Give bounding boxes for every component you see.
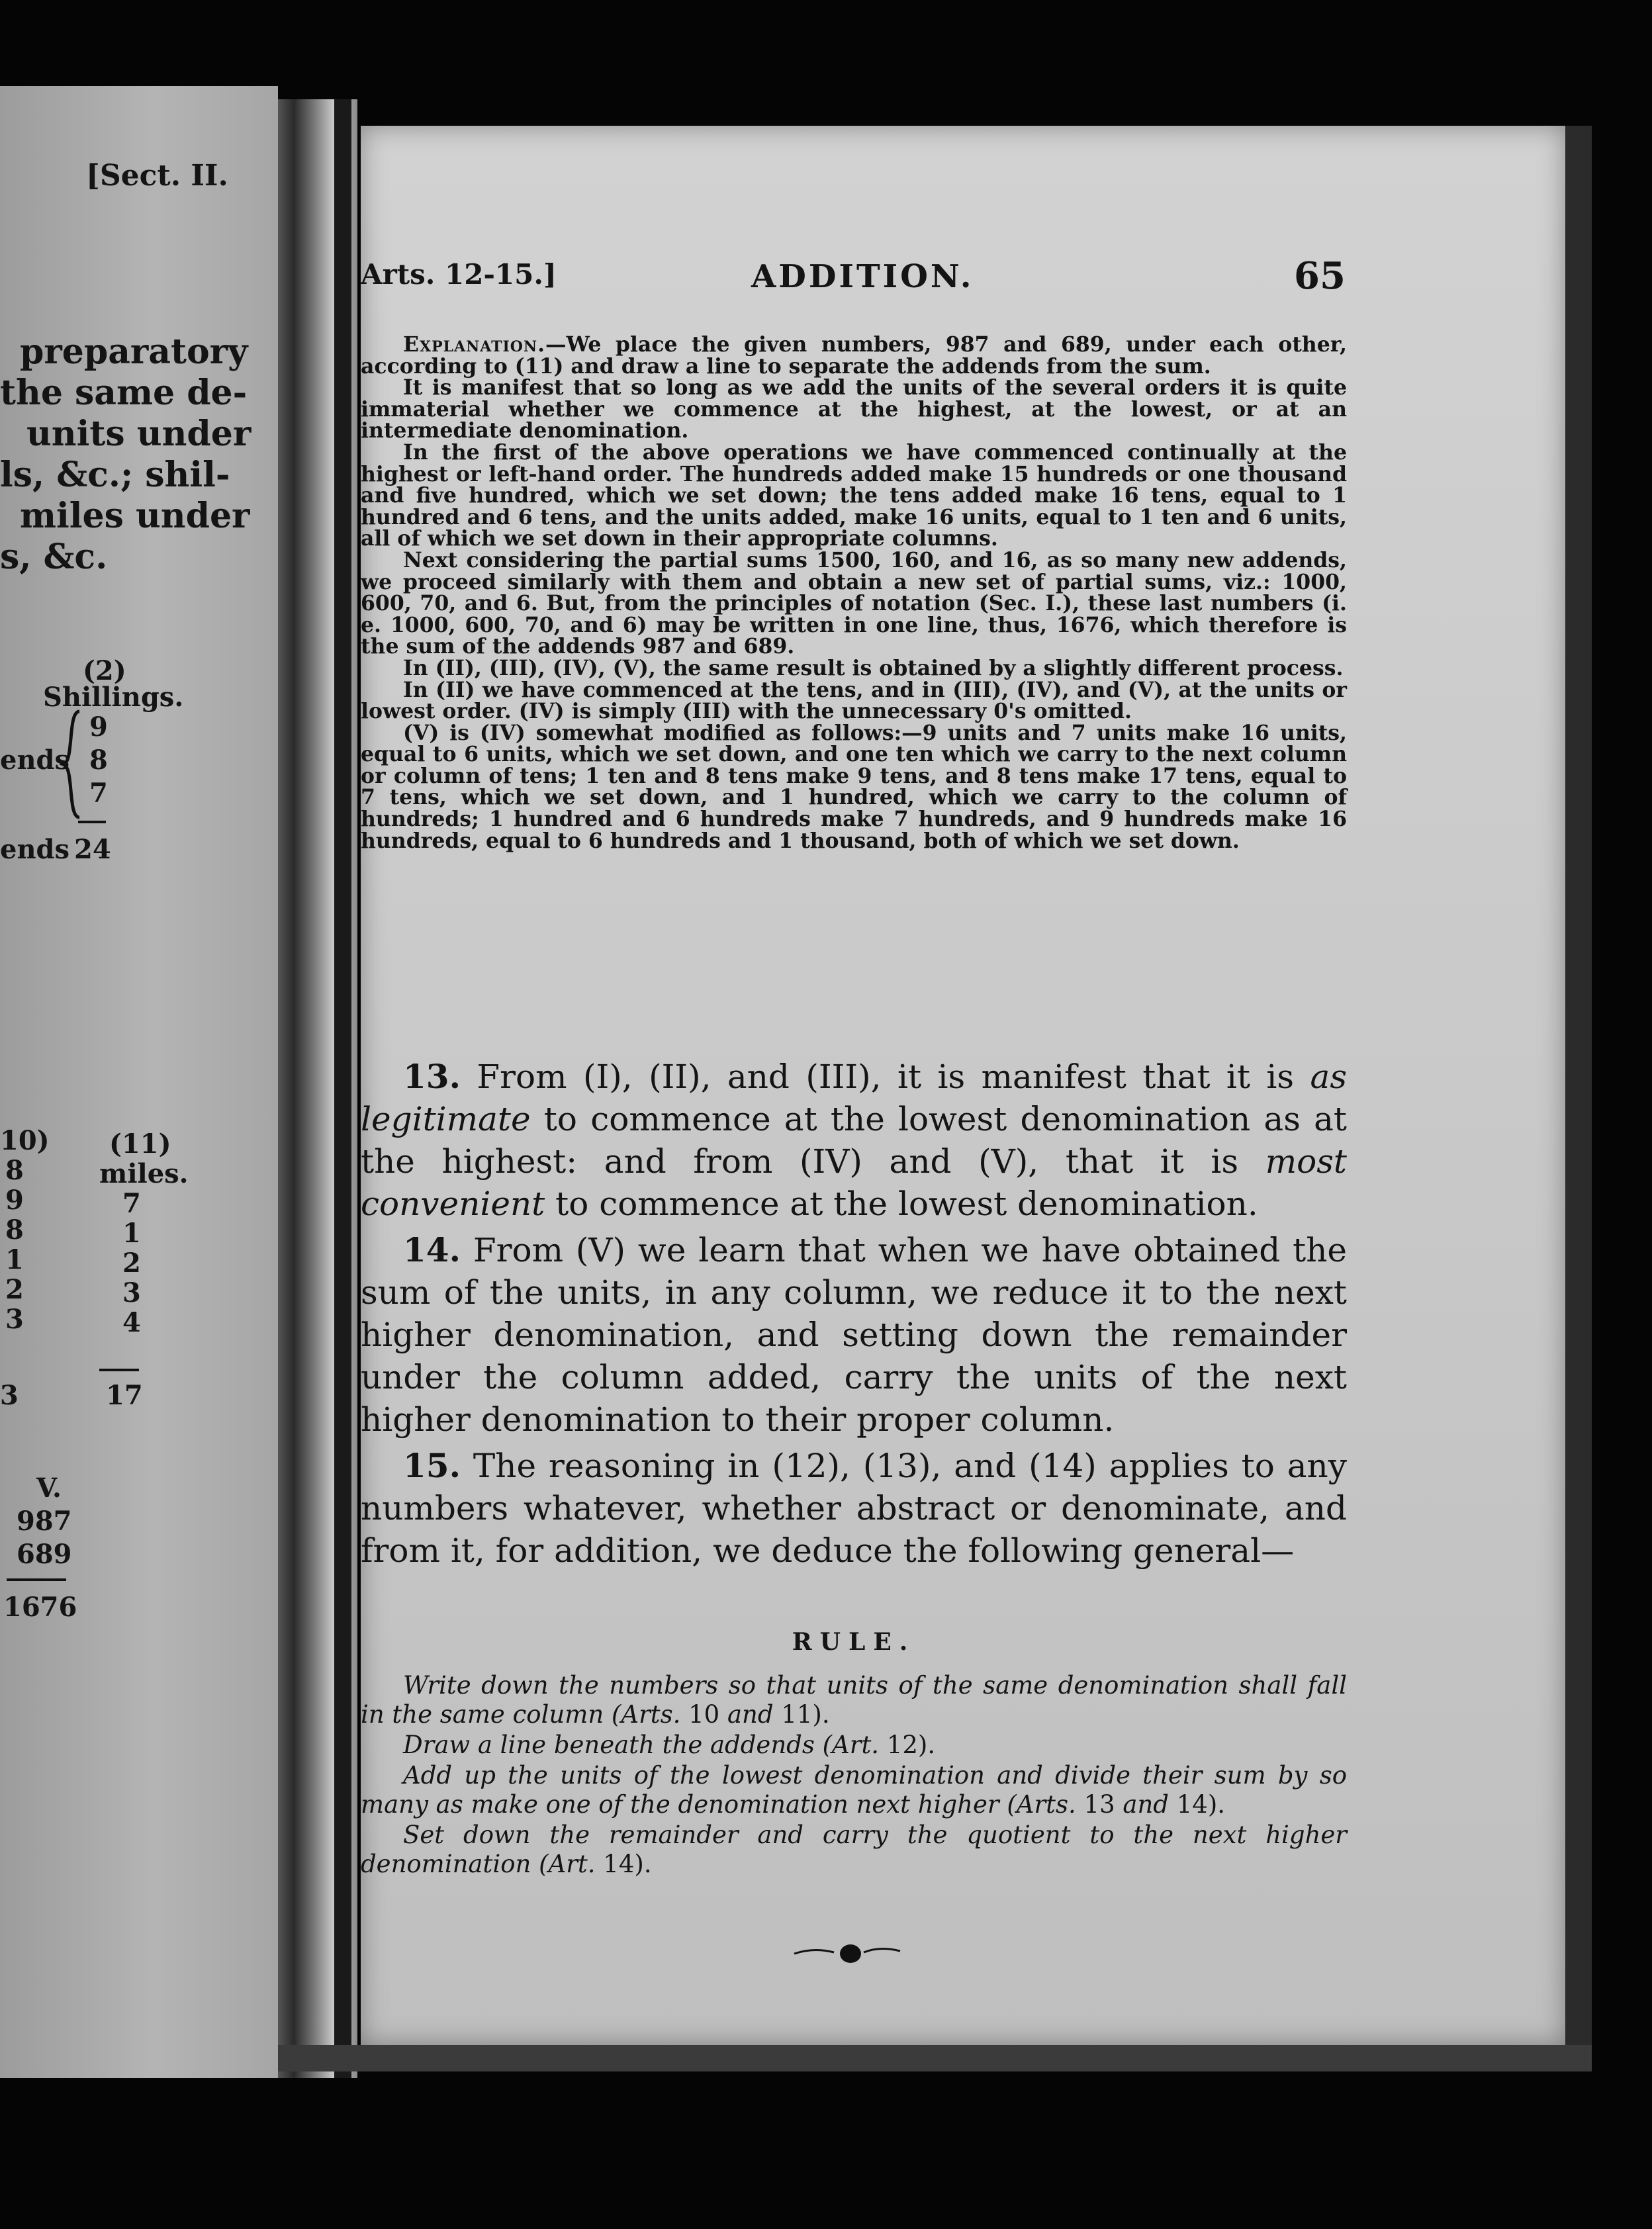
article-paragraph: [361, 1445, 1347, 1572]
sum-rule: [7, 1578, 66, 1581]
ornament-icon: [788, 1939, 907, 1966]
explanation-paragraph: Next considering the partial sums 1500, 160, and 16, as so many new addends, we proceed similarly with them and obtain a new set of partial sums, viz.: 1000, 600, 70, and 6. But, from the principles of notation (Sec. I.), these last numbers (i. e. 1000, 600, 70, and 6) may be written in one line, thus, 1676, which therefore is the sum of the addends 987 and 689.: [361, 547, 1347, 659]
explanation-block: [361, 334, 1347, 852]
left-fig1-col-number: (2): [83, 655, 126, 686]
running-head: [361, 254, 1565, 304]
left-fig2-col11-total: 17: [106, 1380, 143, 1411]
explanation-paragraph: In (II) we have commenced at the tens, and in (III), (IV), and (V), at the units or lowest order. (IV) is simply (III) with the unnecessary 0's omitted.: [361, 677, 1347, 724]
book-page: [361, 126, 1565, 2045]
rule-text: Set down the remainder and carry the quotient to the next higher denomination (: [361, 1821, 1347, 1878]
left-fig1-total: 24: [74, 834, 111, 865]
rule-text: Art.: [548, 1850, 596, 1878]
explanation-paragraph: In (II), (III), (IV), (V), the same result is obtained by a slightly different process.: [403, 655, 1344, 680]
left-fig3-total: 1676: [3, 1592, 77, 1623]
brace-icon: [60, 708, 86, 821]
left-page-line: the same de-: [0, 373, 248, 413]
left-page-line: ls, &c.; shil-: [0, 455, 230, 495]
rule-paragraph: [361, 1761, 1347, 1819]
left-fig2-col10-value: 2: [5, 1274, 24, 1305]
rule-text: Draw a line beneath the addends (: [403, 1731, 833, 1759]
left-fig1-value: 9: [89, 711, 108, 743]
page-bottom-edge: [278, 2045, 1592, 2071]
rule-paragraph: [361, 1671, 1347, 1729]
article-number: 15.: [403, 1446, 461, 1485]
left-fig1-value: 8: [89, 745, 108, 776]
rule-paragraph: [361, 1821, 1347, 1879]
left-fig2-col11-number: (11): [109, 1128, 171, 1160]
rule-block: [361, 1671, 1347, 1880]
explanation-paragraph: (V) is (IV) somewhat modified as follows:—9 units and 7 units make 16 units, equal to 6 units, which we set down, and one ten which we carry to the next column or column of tens; 1 ten and 8 tens make 9 tens, and 8 tens make 17 tens, equal to 7 tens, which we set down, and 1 hundred, which we carry to the column of hundreds; 1 hundred and 6 hundreds make 7 hundreds, and 9 hundreds make 16 hundreds, equal to 6 hundreds and 1 thousand, both of which we set down.: [361, 720, 1347, 853]
left-fig2-col11-value: 7: [122, 1188, 141, 1219]
rule-paragraph: [361, 1731, 1347, 1760]
rule-text: 14).: [1168, 1790, 1226, 1819]
rule-text: 10: [680, 1700, 727, 1729]
left-page-line: miles under: [20, 496, 250, 536]
article-number: 13.: [403, 1057, 461, 1096]
left-fig3-value: 689: [17, 1539, 72, 1570]
article-text: From (I), (II), and (III), it is manifest that it is: [461, 1058, 1310, 1096]
left-fig2-col10-total: 3: [0, 1380, 19, 1411]
left-fig1-row-label: ends: [0, 745, 70, 776]
rule-text: Add up the units of the lowest denomination and divide their sum by so many as make one of the denomination next higher (: [361, 1761, 1347, 1819]
rule-text: 11).: [773, 1700, 830, 1729]
emphasis-text: most convenient: [361, 1142, 1347, 1223]
article-text: The reasoning in (12), (13), and (14) applies to any numbers whatever, whether abstract or denominate, and from it, for addition, we deduce the following general—: [361, 1447, 1347, 1570]
left-fig2-col10-number: 10): [0, 1125, 50, 1156]
rule-text: 12).: [879, 1731, 936, 1759]
left-fig2-col11-value: 2: [122, 1248, 141, 1279]
left-fig2-col11-value: 4: [122, 1307, 141, 1338]
article-number: 14.: [403, 1230, 461, 1269]
sum-rule: [99, 1369, 139, 1371]
left-page-line: preparatory: [20, 332, 248, 372]
rule-text: Write down the numbers so that units of the same denomination shall fall in the same column (: [361, 1671, 1347, 1729]
explanation-paragraph: It is manifest that so long as we add the units of the several orders it is quite immaterial whether we commence at the highest, at the lowest, or at an intermediate denomination.: [361, 375, 1347, 443]
rule-text: and: [1123, 1790, 1169, 1819]
left-fig2-col11-heading: miles.: [99, 1158, 189, 1189]
left-page-header: [Sect. II.: [86, 159, 228, 193]
left-fig2-col10-value: 3: [5, 1304, 24, 1335]
rule-text: and: [727, 1700, 774, 1729]
rule-text: Art.: [832, 1731, 880, 1759]
left-fig2-col10-value: 1: [5, 1244, 24, 1275]
rule-heading: RULE.: [792, 1628, 916, 1656]
left-fig3-label: V.: [36, 1473, 62, 1504]
rule-text: 13: [1076, 1790, 1123, 1819]
rule-text: Arts.: [621, 1700, 681, 1729]
emphasis-text: as legitimate: [361, 1058, 1347, 1138]
explanation-lead: Explanation.: [403, 332, 546, 357]
binding-thread: [334, 99, 351, 2078]
left-fig2-col10-value: 8: [5, 1214, 24, 1246]
rule-text: Arts.: [1016, 1790, 1076, 1819]
running-head-title: ADDITION.: [751, 258, 974, 295]
article-text: to commence at the lowest denomination as at the highest: and from (IV) and (V), that it is: [361, 1100, 1347, 1181]
running-head-left: Arts. 12-15.]: [361, 258, 557, 291]
sum-rule: [78, 821, 106, 823]
left-fig1-col-heading: Shillings.: [43, 682, 184, 713]
article-text: to commence at the lowest denomination.: [545, 1185, 1258, 1223]
left-page-line: units under: [26, 414, 252, 454]
left-fig2-col10-value: 8: [5, 1155, 24, 1186]
article-paragraph: [361, 1229, 1347, 1441]
page-edge-shadow: [1565, 126, 1592, 2065]
rule-text: 14).: [595, 1850, 652, 1878]
left-fig1-value: 7: [89, 778, 108, 809]
explanation-paragraph: Explanation.—We place the given numbers, 987 and 689, under each other, according to (11) and draw a line to separate the addends from the sum.: [361, 332, 1347, 379]
article-paragraph: [361, 1056, 1347, 1225]
left-fig2-col11-value: 3: [122, 1277, 141, 1308]
left-fig1-total-label: ends: [0, 834, 70, 865]
page-number: 65: [1294, 254, 1346, 298]
left-fig2-col10-value: 9: [5, 1185, 24, 1216]
left-page-line: s, &c.: [0, 537, 108, 577]
left-fig2-col11-value: 1: [122, 1218, 141, 1249]
article-text: From (V) we learn that when we have obtained the sum of the units, in any column, we reduce it to the next higher denomination, and setting down the remainder under the column added, carry the units of the next higher denomination to their proper column.: [361, 1231, 1347, 1439]
articles-block: [361, 1056, 1347, 1576]
left-fig3-value: 987: [17, 1506, 72, 1537]
explanation-paragraph: In the first of the above operations we have commenced continually at the highest or left-hand order. The hundreds added make 15 hundreds or one thousand and five hundred, which we set down; the tens added make 16 tens, equal to 1 hundred and 6 tens, and the units added, make 16 units, equal to 1 ten and 6 units, all of which we set down in their appropriate columns.: [361, 439, 1347, 551]
